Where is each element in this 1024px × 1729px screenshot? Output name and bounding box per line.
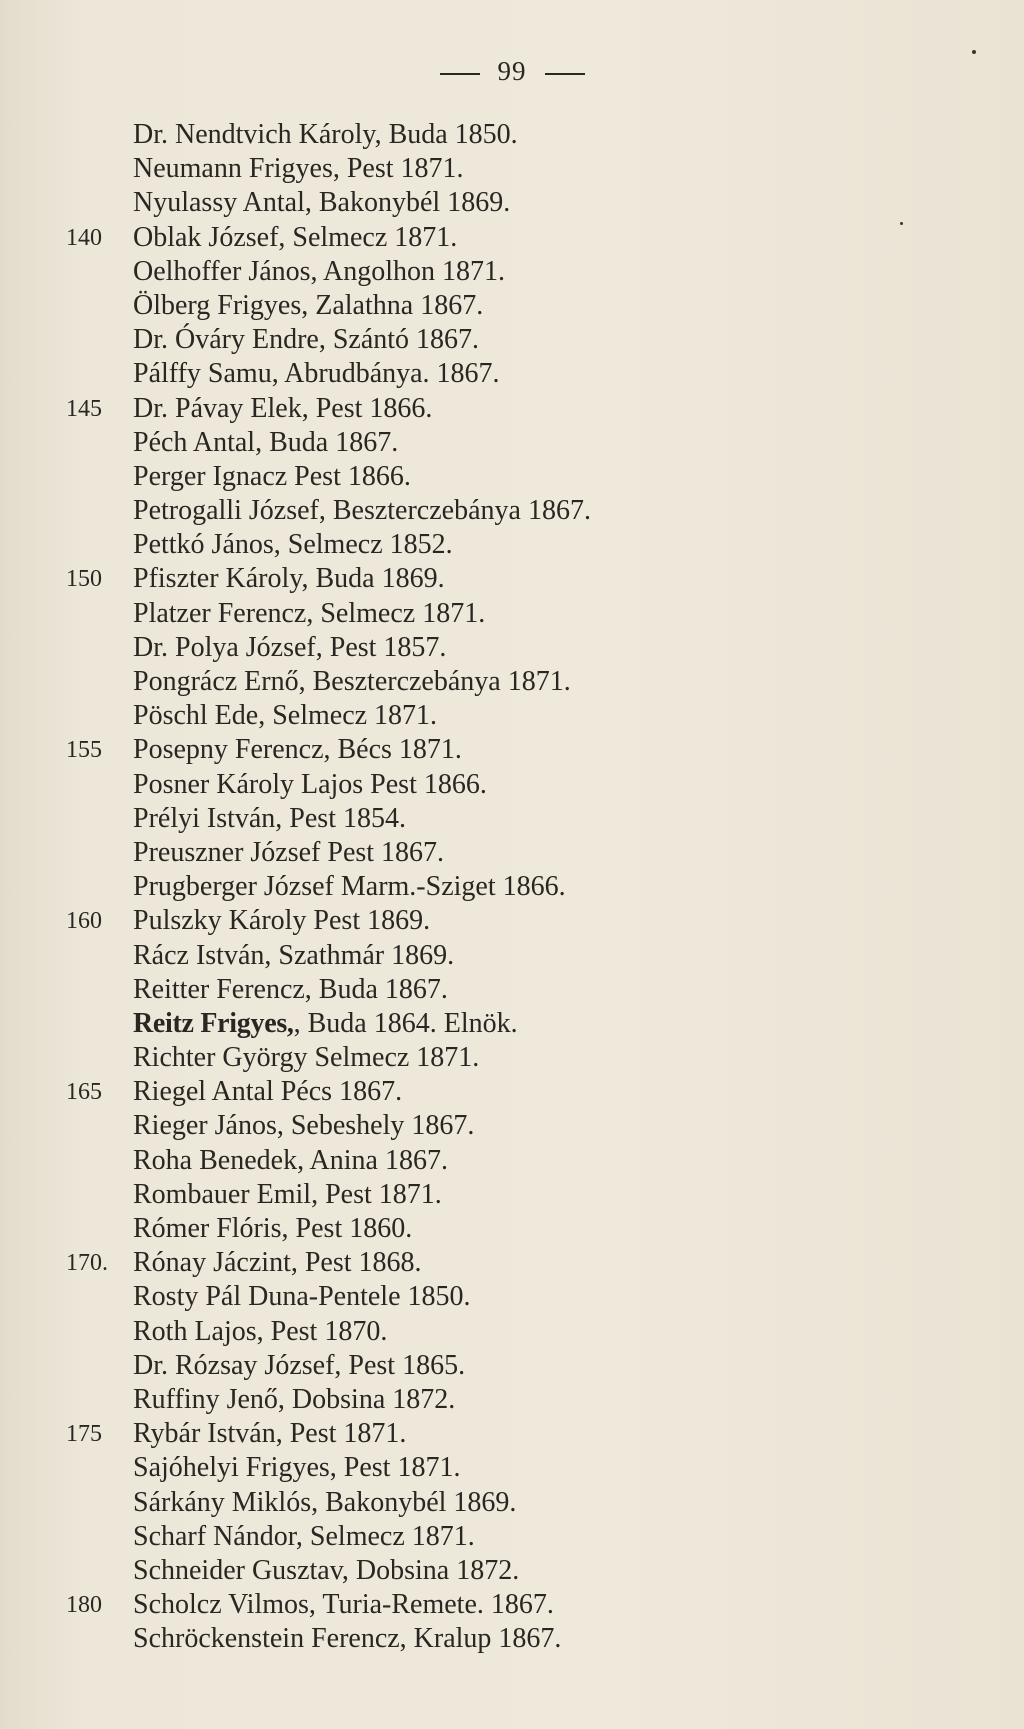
entry-text: Rómer Flóris, Pest 1860. xyxy=(133,1213,413,1244)
list-item xyxy=(0,1007,1024,1041)
entry-text: Reitter Ferencz, Buda 1867. xyxy=(133,973,448,1005)
entry-text: Ölberg Frigyes, Zalathna 1867. xyxy=(133,289,484,321)
list-item xyxy=(0,221,1024,255)
page-header xyxy=(0,56,1024,87)
list-item xyxy=(0,939,1024,973)
list-item xyxy=(0,1520,1024,1554)
entry-text: Pongrácz Ernő, Beszterczebánya 1871. xyxy=(133,666,571,697)
list-item xyxy=(0,665,1024,699)
entry-number: 160 xyxy=(66,908,102,935)
entry-number: 150 xyxy=(66,566,102,593)
entry-text: Prélyi István, Pest 1854. xyxy=(133,802,406,834)
entry-text: Posepny Ferencz, Bécs 1871. xyxy=(133,734,462,766)
list-item xyxy=(0,562,1024,596)
entry-text: Dr. Pávay Elek, Pest 1866. xyxy=(133,392,433,424)
list-item xyxy=(0,255,1024,289)
entry-text: Rybár István, Pest 1871. xyxy=(133,1418,407,1450)
entry-text: Rieger János, Sebeshely 1867. xyxy=(133,1110,475,1142)
list-item xyxy=(0,1246,1024,1280)
entry-text: Riegel Antal Pécs 1867. xyxy=(133,1076,403,1108)
list-item xyxy=(0,1486,1024,1520)
list-item xyxy=(0,1349,1024,1383)
list-item xyxy=(0,597,1024,631)
entry-text: Pöschl Ede, Selmecz 1871. xyxy=(133,700,438,732)
entry-text: Preuszner József Pest 1867. xyxy=(133,836,445,868)
entry-number: 165 xyxy=(66,1079,102,1106)
entry-text-rest: , Buda 1864. Elnök. xyxy=(293,1007,518,1039)
entry-text: Scholcz Vilmos, Turia-Remete. 1867. xyxy=(133,1589,554,1621)
list-item xyxy=(0,1554,1024,1588)
entry-text: Roth Lajos, Pest 1870. xyxy=(133,1315,388,1347)
entry-text: Platzer Ferencz, Selmecz 1871. xyxy=(133,597,486,629)
list-item xyxy=(0,1075,1024,1109)
entry-number: 145 xyxy=(66,395,102,422)
entry-text: Sajóhelyi Frigyes, Pest 1871. xyxy=(133,1452,461,1484)
entry-text: Prugberger József Marm.-Sziget 1866. xyxy=(133,871,566,903)
list-item xyxy=(0,733,1024,767)
entry-text: Roha Benedek, Anina 1867. xyxy=(133,1144,448,1176)
list-item xyxy=(0,973,1024,1007)
list-item xyxy=(0,768,1024,802)
list-item xyxy=(0,631,1024,665)
entry-text: Scharf Nándor, Selmecz 1871. xyxy=(133,1520,475,1552)
entry-text: Dr. Polya József, Pest 1857. xyxy=(133,631,447,663)
entry-number: 180 xyxy=(66,1592,102,1619)
list-item xyxy=(0,460,1024,494)
list-item xyxy=(0,870,1024,904)
list-item xyxy=(0,118,1024,152)
entry-number: 175 xyxy=(66,1421,102,1448)
list-item xyxy=(0,186,1024,220)
page-number: 99 xyxy=(497,56,527,86)
list-item xyxy=(0,289,1024,323)
list-item xyxy=(0,1212,1024,1246)
list-item xyxy=(0,494,1024,528)
entry-text: Schneider Gusztav, Dobsina 1872. xyxy=(133,1554,520,1586)
entry-text: Oblak József, Selmecz 1871. xyxy=(133,221,458,253)
entry-number: 170. xyxy=(66,1250,108,1277)
list-item xyxy=(0,357,1024,391)
header-dash-right xyxy=(545,73,585,75)
list-item xyxy=(0,904,1024,938)
list-item xyxy=(0,1178,1024,1212)
entry-text: Pálffy Samu, Abrudbánya. 1867. xyxy=(133,358,500,390)
ink-speck xyxy=(972,50,976,54)
entry-text: Pulszky Károly Pest 1869. xyxy=(133,905,431,937)
list-item xyxy=(0,1041,1024,1075)
list-item xyxy=(0,1109,1024,1143)
entry-text: Dr. Óváry Endre, Szántó 1867. xyxy=(133,324,480,356)
list-item xyxy=(0,528,1024,562)
entry-text: Oelhoffer János, Angolhon 1871. xyxy=(133,255,505,287)
entry-text: Ruffiny Jenő, Dobsina 1872. xyxy=(133,1383,456,1415)
entry-text: Perger Ignacz Pest 1866. xyxy=(133,460,411,492)
entry-text: Posner Károly Lajos Pest 1866. xyxy=(133,768,487,800)
entry-text: Richter György Selmecz 1871. xyxy=(133,1042,480,1074)
list-item xyxy=(0,1144,1024,1178)
entry-text: Petrogalli József, Beszterczebánya 1867. xyxy=(133,495,591,527)
entry-number: 155 xyxy=(66,737,102,764)
list-item xyxy=(0,1622,1024,1656)
list-item xyxy=(0,1280,1024,1314)
entry-text: Dr. Rózsay József, Pest 1865. xyxy=(133,1349,466,1381)
ink-speck xyxy=(900,222,903,225)
list-item xyxy=(0,1588,1024,1622)
entry-text: Sárkány Miklós, Bakonybél 1869. xyxy=(133,1486,517,1518)
list-item xyxy=(0,1383,1024,1417)
entry-text: Nyulassy Antal, Bakonybél 1869. xyxy=(133,187,511,219)
list-item xyxy=(0,836,1024,870)
entry-text: Neumann Frigyes, Pest 1871. xyxy=(133,153,464,185)
entry-number: 140 xyxy=(66,224,102,251)
list-item xyxy=(0,426,1024,460)
list-item xyxy=(0,1417,1024,1451)
entry-text: Rosty Pál Duna-Pentele 1850. xyxy=(133,1281,471,1313)
entry-text xyxy=(133,1007,518,1041)
entry-text: Rónay Jáczint, Pest 1868. xyxy=(133,1247,422,1279)
member-list xyxy=(0,118,1024,1656)
list-item xyxy=(0,1451,1024,1485)
list-item xyxy=(0,699,1024,733)
list-item xyxy=(0,392,1024,426)
entry-text: Pfiszter Károly, Buda 1869. xyxy=(133,563,445,595)
entry-text: Pettkó János, Selmecz 1852. xyxy=(133,529,453,561)
header-dash-left xyxy=(440,73,480,75)
list-item xyxy=(0,1315,1024,1349)
list-item xyxy=(0,152,1024,186)
entry-text: Dr. Nendtvich Károly, Buda 1850. xyxy=(133,119,518,150)
entry-text: Schröckenstein Ferencz, Kralup 1867. xyxy=(133,1623,562,1655)
entry-text: Péch Antal, Buda 1867. xyxy=(133,426,399,458)
entry-name-bold: Reitz Frigyes, xyxy=(133,1007,294,1039)
entry-text: Rácz István, Szathmár 1869. xyxy=(133,939,455,971)
list-item xyxy=(0,802,1024,836)
entry-text: Rombauer Emil, Pest 1871. xyxy=(133,1178,442,1210)
list-item xyxy=(0,323,1024,357)
